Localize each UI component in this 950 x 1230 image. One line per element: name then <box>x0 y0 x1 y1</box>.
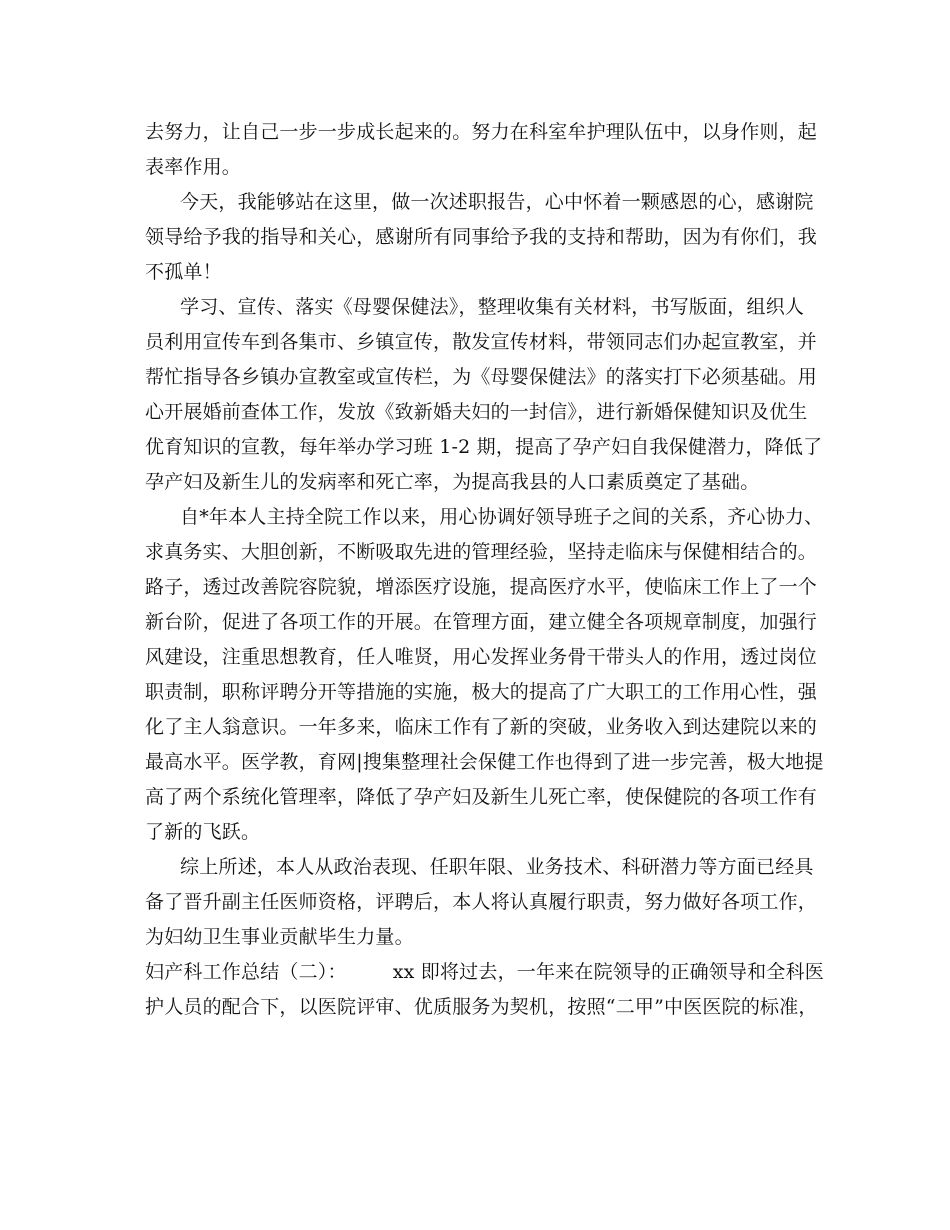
text-line: 心开展婚前查体工作，发放《致新婚夫妇的一封信》，进行新婚保健知识及优生 <box>145 401 808 423</box>
text-line: 求真务实、大胆创新，不断吸取先进的管理经验，坚持走临床与保健相结合的。 <box>145 541 818 563</box>
text-line: 领导给予我的指导和关心，感谢所有同事给予我的支持和帮助，因为有你们，我 <box>145 226 818 248</box>
paragraph-start: 学习、宣传、落实《母婴保健法》，整理收集有关材料，书写版面，组织人 <box>180 296 805 318</box>
text-line: 最高水平。医学教，育网|搜集整理社会保健工作也得到了进一步完善，极大地提 <box>145 751 824 773</box>
text-line: 不孤单！ <box>145 261 222 283</box>
text-line: 去努力，让自己一步一步成长起来的。努力在科室牟护理队伍中，以身作则，起 <box>145 121 818 143</box>
text-line: 化了主人翁意识。一年多来，临床工作有了新的突破，业务收入到达建院以来的 <box>145 716 818 738</box>
paragraph-start: 综上所述，本人从政治表现、任职年限、业务技术、科研潜力等方面已经具 <box>180 856 814 878</box>
text-line: 路子，透过改善院容院貌，增添医疗设施，提高医疗水平，使临床工作上了一个 <box>145 576 818 598</box>
text-line: 职责制，职称评聘分开等措施的实施，极大的提高了广大职工的工作用心性，强 <box>145 681 818 703</box>
text-line: 优育知识的宣教，每年举办学习班 1-2 期，提高了孕产妇自我保健潜力，降低了 <box>145 436 823 458</box>
text-line: 备了晋升副主任医师资格，评聘后，本人将认真履行职责，努力做好各项工作， <box>145 891 818 913</box>
text-line: 帮忙指导各乡镇办宣教室或宣传栏，为《母婴保健法》的落实打下必须基础。用 <box>145 366 818 388</box>
text-line: 孕产妇及新生儿的发病率和死亡率，为提高我县的人口素质奠定了基础。 <box>145 471 760 493</box>
text-line: 风建设，注重思想教育，任人唯贤，用心发挥业务骨干带头人的作用，透过岗位 <box>145 646 818 668</box>
section-heading-line <box>145 960 824 984</box>
text-line: 高了两个系统化管理率，降低了孕产妇及新生儿死亡率，使保健院的各项工作有 <box>145 786 818 808</box>
paragraph-start: 今天，我能够站在这里，做一次述职报告，心中怀着一颗感恩的心，感谢院 <box>180 191 814 213</box>
text-line: 表率作用。 <box>145 156 242 178</box>
text-line: 了新的飞跃。 <box>145 821 261 843</box>
text-line: 新台阶，促进了各项工作的开展。在管理方面，建立健全各项规章制度，加强行 <box>145 611 818 633</box>
section-heading-text: xx 即将过去，一年来在院领导的正确领导和全科医 <box>392 961 824 983</box>
text-line: 护人员的配合下，以医院评审、优质服务为契机，按照“二甲”中医医院的标准， <box>145 996 818 1018</box>
text-line: 员利用宣传车到各集市、乡镇宣传，散发宣传材料，带领同志们办起宣教室，并 <box>145 331 818 353</box>
text-line: 为妇幼卫生事业贡献毕生力量。 <box>145 926 414 948</box>
section-heading-label: 妇产科工作总结（二）： <box>145 961 347 983</box>
paragraph-start: 自*年本人主持全院工作以来，用心协调好领导班子之间的关系，齐心协力、 <box>180 506 824 528</box>
